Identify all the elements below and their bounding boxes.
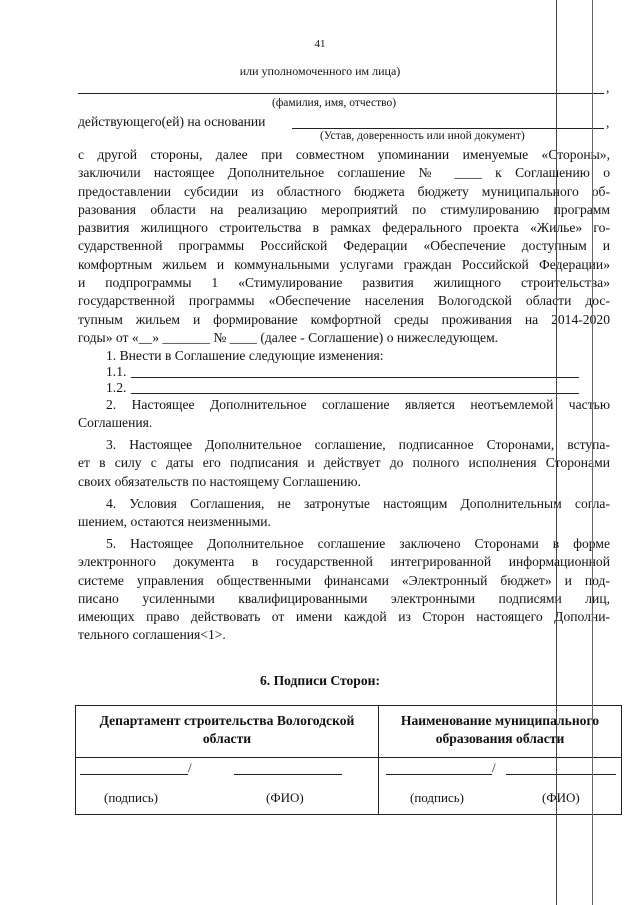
item-5-paragraph xyxy=(78,535,610,645)
name-fill-line xyxy=(78,93,604,94)
page-number: 41 xyxy=(314,38,326,50)
left-signature-label: (подпись) xyxy=(104,790,158,805)
item-3-line: 3. Настоящее Дополнительное соглашение, подписанное Сторонами, вступа- xyxy=(106,437,610,452)
intro-line: заключили настоящее Дополнительное соглашение № ____ к Соглашению о xyxy=(78,165,610,181)
intro-line: разования области на реализацию мероприятий по стимулированию программ xyxy=(78,201,610,217)
intro-line: годы» от «__» _______ № ____ (далее - Соглашение) о нижеследующем. xyxy=(78,329,499,345)
item-5-line: 5. Настоящее Дополнительное соглашение заключено Сторонами в форме xyxy=(106,536,610,551)
left-signature-line xyxy=(80,774,188,775)
scan-margin-line-right xyxy=(592,0,593,905)
left-fio-label: (ФИО) xyxy=(266,790,304,805)
item-2-line: 2. Настоящее Дополнительное соглашение является неотъемлемой частью xyxy=(106,397,610,412)
acting-basis-label: действующего(ей) на основании xyxy=(78,114,266,129)
intro-paragraph xyxy=(78,146,610,347)
intro-line: с другой стороны, далее при совместном упоминании именуемые «Стороны», xyxy=(78,147,610,162)
item-3-line: своих обязательств по настоящему Соглашению. xyxy=(78,473,361,489)
item-3-line: ет в силу с даты его подписания и действует до полного исполнения Сторонами xyxy=(78,455,610,471)
item-2-paragraph xyxy=(78,396,610,433)
item-1-2-fill-line xyxy=(131,393,579,394)
name-line-comma: , xyxy=(606,80,610,95)
intro-line: развития жилищного строительства в рамках федерального проекта «Жилье» го- xyxy=(78,220,610,236)
item-5-line: имеющих право действовать от имени каждой из Сторон настоящего Дополни- xyxy=(78,609,610,625)
left-fio-line xyxy=(234,774,342,775)
right-fio-label: (ФИО) xyxy=(542,790,580,805)
right-slash: / xyxy=(492,760,496,775)
left-slash: / xyxy=(188,760,192,775)
intro-line: предоставлении субсидии из областного бюджета бюджету муниципального об- xyxy=(78,183,610,199)
authority-line: или уполномоченного им лица) xyxy=(239,64,401,78)
item-2-line: Соглашения. xyxy=(78,415,153,431)
table-row-divider xyxy=(76,757,621,758)
item-1-2-label: 1.2. xyxy=(106,380,127,395)
item-4-line: шением, остаются неизменными. xyxy=(78,514,271,530)
basis-line-comma: , xyxy=(606,115,610,130)
left-party-name: Департамент строительства Вологодской области xyxy=(99,713,355,746)
item-4-line: 4. Условия Соглашения, не затронутые настоящим Дополнительным согла- xyxy=(106,496,610,511)
name-caption: (фамилия, имя, отчество) xyxy=(272,97,397,109)
scan-margin-line xyxy=(556,0,557,905)
right-signature-line xyxy=(386,774,492,775)
right-fio-line xyxy=(506,774,616,775)
section-6-heading: 6. Подписи Сторон: xyxy=(259,673,381,688)
basis-caption: (Устав, доверенность или иной документ) xyxy=(320,130,525,142)
signatures-table xyxy=(75,705,622,815)
item-3-paragraph xyxy=(78,436,610,491)
intro-line: государственной программы «Обеспечение населения Вологодской области дос- xyxy=(78,293,610,309)
item-1-1-fill-line xyxy=(131,377,579,378)
item-1-1-label: 1.1. xyxy=(106,364,127,379)
basis-fill-line xyxy=(292,128,604,129)
intro-line: и подпрограммы 1 «Стимулирование развития жилищного строительства» xyxy=(78,275,610,291)
item-5-line: системе управления общественными финансами «Электронный бюджет» и под- xyxy=(78,572,610,588)
intro-line: тупным жильем и формирование комфортной среды проживания на 2014-2020 xyxy=(78,311,610,327)
right-party-name: Наименование муниципального образования области xyxy=(400,713,600,746)
item-1: 1. Внести в Соглашение следующие изменения: xyxy=(106,348,384,363)
intro-line: сударственной программы Российской Федерации «Обеспечение доступным и xyxy=(78,238,610,254)
right-signature-label: (подпись) xyxy=(410,790,464,805)
item-5-line: тельного соглашения<1>. xyxy=(78,627,226,643)
item-5-line: писано усиленными квалифицированными электронными подписями лиц, xyxy=(78,590,610,606)
item-4-paragraph xyxy=(78,495,610,532)
intro-line: комфортным жильем и коммунальными услугами граждан Российской Федерации» xyxy=(78,256,610,272)
item-5-line: электронного документа в государственной интегрированной информационной xyxy=(78,554,610,570)
